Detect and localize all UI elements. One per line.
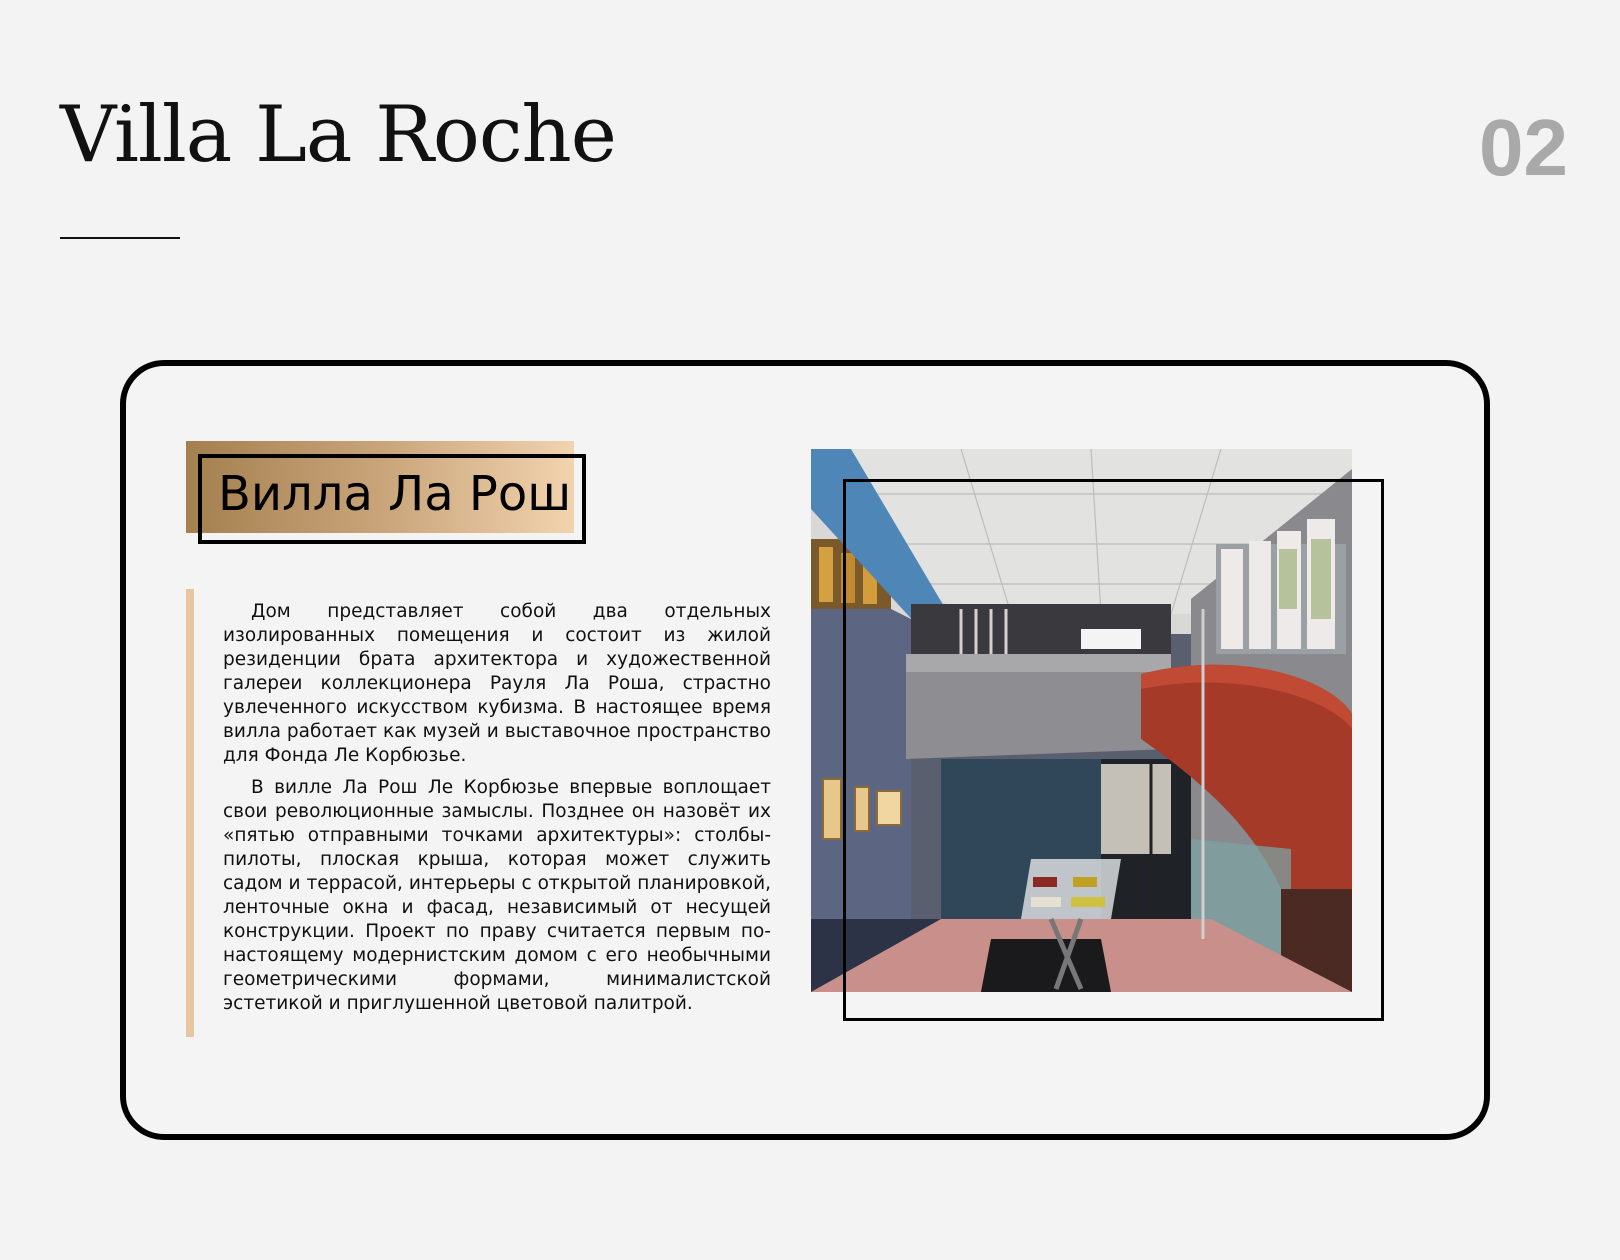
page-number: 02	[1479, 103, 1568, 192]
paragraph-1: Дом представляет собой два отдельных изолированных помещения и состоит из жилой резиденции брата архитектора и художественной галереи коллекционера Рауля Ла Роша, страстно увлеченного искусством кубизма. В настоящее время вилла работает как музей и выставочное пространство для Фонда Ле Корбюзье.	[223, 601, 771, 766]
photo-frame	[843, 479, 1384, 1021]
text-accent-bar	[186, 589, 194, 1037]
page-title: Villa La Roche	[60, 90, 616, 180]
title-underline	[60, 237, 180, 239]
body-text	[223, 600, 771, 1024]
paragraph-2: В вилле Ла Рош Ле Корбюзье впервые воплощает свои революционные замыслы. Позднее он назовёт их «пятью отправными точками архитектуры»: столбы-пилоты, плоская крыша, которая может служить садом и террасой, интерьеры с открытой планировкой, ленточные окна и фасад, независимый от несущей конструкции. Проект по праву считается первым по-настоящему модернистским домом с его необычными геометрическими формами, минималистской эстетикой и приглушенной цветовой палитрой.	[223, 777, 771, 1014]
section-heading: Вилла Ла Рош	[218, 466, 572, 522]
